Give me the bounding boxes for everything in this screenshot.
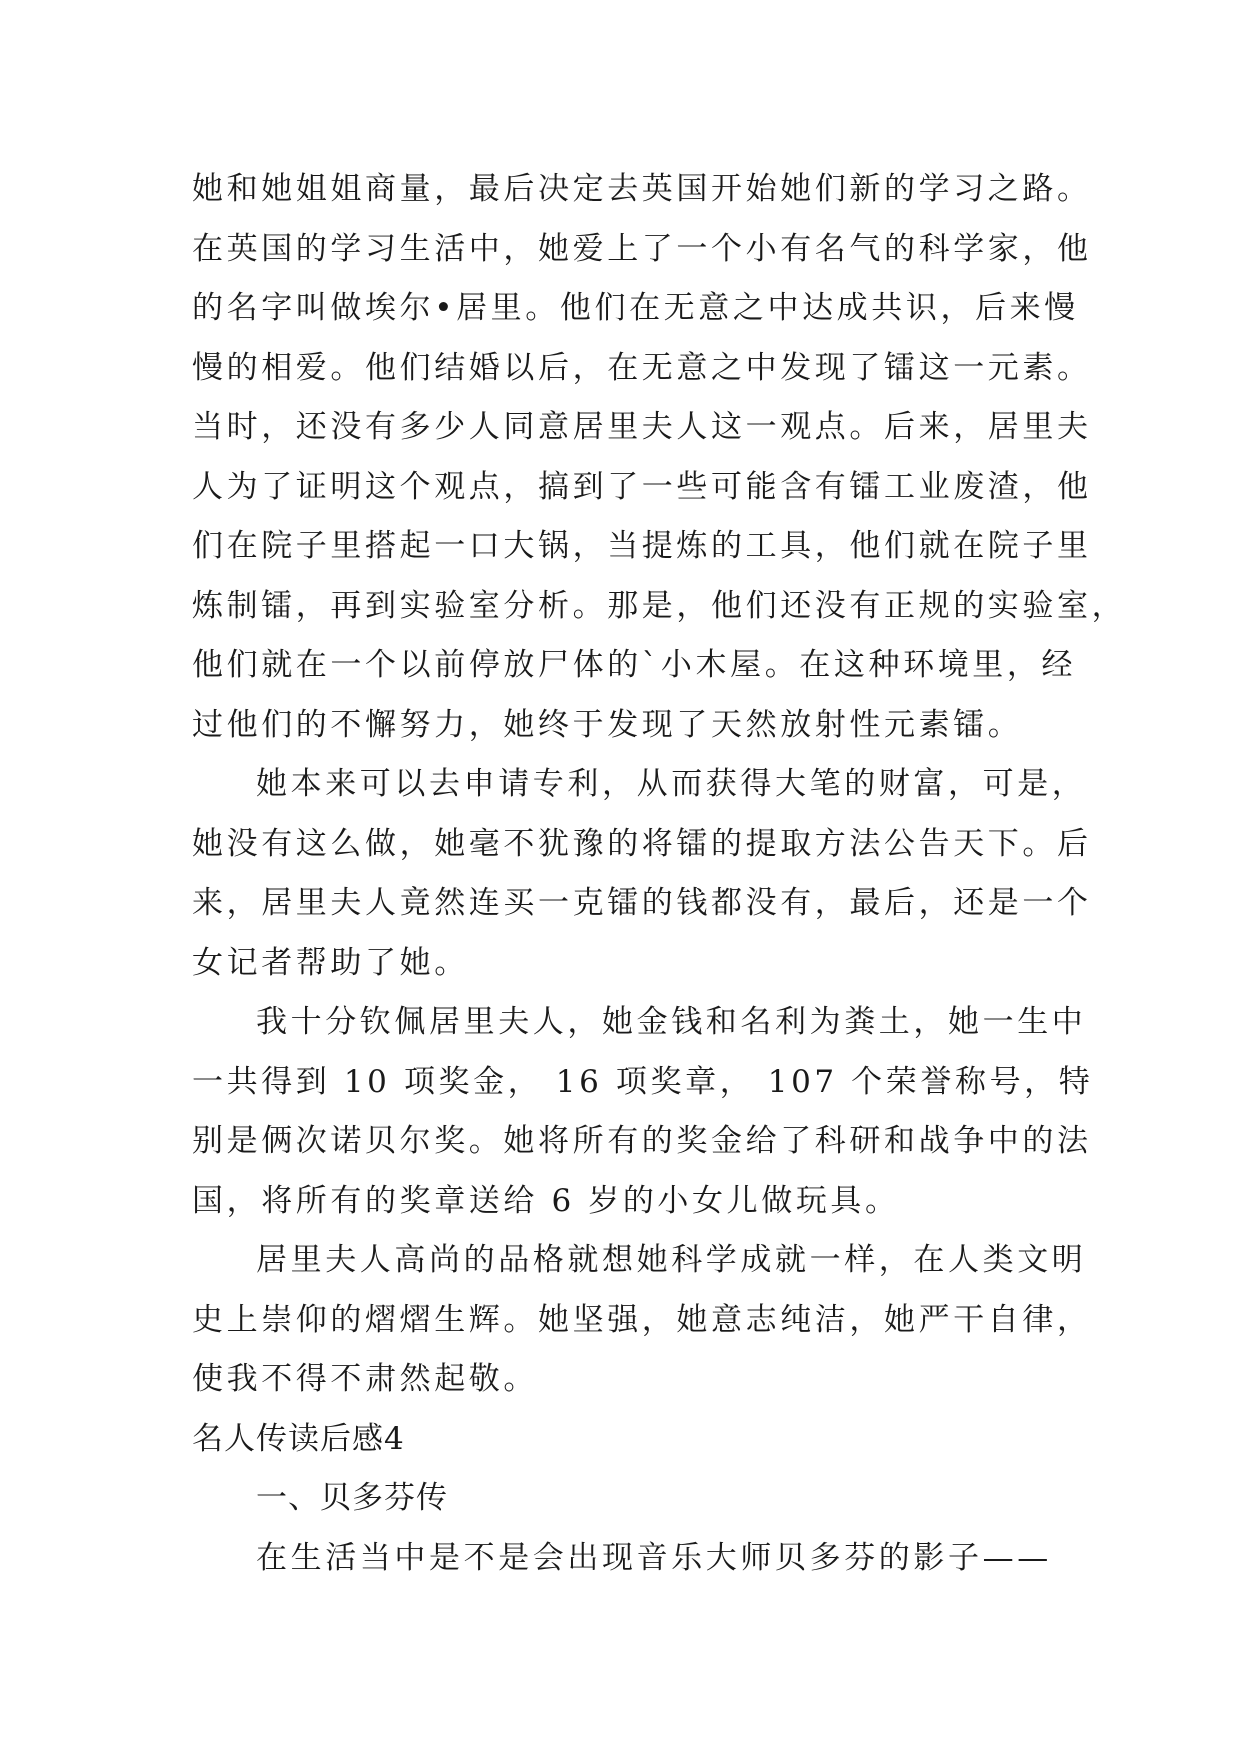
text-line: 人为了证明这个观点，搞到了一些可能含有镭工业废渣，他 — [192, 468, 1092, 505]
text-line: 女记者帮助了她。 — [192, 944, 469, 981]
text-line: 当时，还没有多少人同意居里夫人这一观点。后来，居里夫 — [192, 409, 1092, 445]
paragraph-start-line: 她本来可以去申请专利，从而获得大笔的财富，可是， — [256, 766, 1087, 802]
text-line: 炼制镭，再到实验室分析。那是，他们还没有正规的实验室， — [192, 587, 1127, 624]
text-line: 在英国的学习生活中，她爱上了一个小有名气的科学家，他 — [192, 230, 1092, 267]
text-line: 她没有这么做，她毫不犹豫的将镭的提取方法公告天下。后 — [192, 825, 1092, 862]
text-line: 过他们的不懈努力，她终于发现了天然放射性元素镭。 — [192, 706, 1023, 743]
text-line: 史上崇仰的熠熠生辉。她坚强，她意志纯洁，她严干自律， — [192, 1301, 1092, 1338]
paragraph-start-line: 在生活当中是不是会出现音乐大师贝多芬的影子—— — [256, 1539, 1052, 1576]
paragraph-start-line: 我十分钦佩居里夫人，她金钱和名利为粪土，她一生中 — [256, 1004, 1087, 1040]
section-title: 名人传读后感4 — [192, 1420, 405, 1457]
text-line: 一共得到 10 项奖金， 16 项奖章， 107 个荣誉称号，特 — [192, 1063, 1094, 1100]
text-line: 国，将所有的奖章送给 6 岁的小女儿做玩具。 — [192, 1182, 900, 1219]
text-line: 使我不得不肃然起敬。 — [192, 1361, 538, 1397]
text-line: 他们就在一个以前停放尸体的`小木屋。在这种环境里，经 — [192, 647, 1077, 683]
text-line: 们在院子里搭起一口大锅，当提炼的工具，他们就在院子里 — [192, 528, 1092, 564]
subsection-title: 一、贝多芬传 — [256, 1480, 448, 1516]
text-line: 别是俩次诺贝尔奖。她将所有的奖金给了科研和战争中的法 — [192, 1123, 1092, 1159]
text-line: 慢的相爱。他们结婚以后，在无意之中发现了镭这一元素。 — [192, 349, 1092, 386]
text-line: 她和她姐姐商量，最后决定去英国开始她们新的学习之路。 — [192, 171, 1092, 207]
text-line: 的名字叫做埃尔•居里。他们在无意之中达成共识，后来慢 — [192, 290, 1079, 326]
paragraph-start-line: 居里夫人高尚的品格就想她科学成就一样，在人类文明 — [256, 1242, 1087, 1278]
text-line: 来，居里夫人竟然连买一克镭的钱都没有，最后，还是一个 — [192, 885, 1092, 921]
document-body — [192, 160, 1127, 1588]
